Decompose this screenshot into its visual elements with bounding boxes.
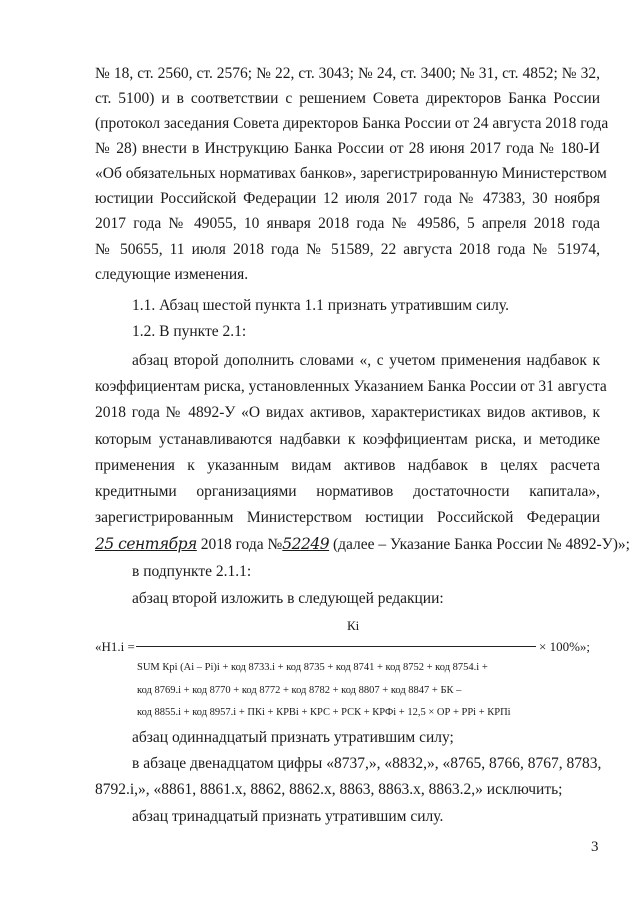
formula-denominator: код 8769.i + код 8770 + код 8772 + код 8782 + код 8807 + код 8847 + БК – [137,685,462,696]
text-line: 1.1. Абзац шестой пункта 1.1 признать утратившим силу. [132,297,509,314]
text-line: абзац второй изложить в следующей редакции: [132,590,444,607]
handwritten-date: 25 сентября [95,535,197,553]
text-line: в подпункте 2.1.1: [132,563,252,580]
handwritten-line [95,534,630,555]
formula-numerator: Кi [347,618,360,633]
text-line: в абзаце двенадцатом цифры «8737,», «8832,», «8765, 8766, 8767, 8783, [132,755,602,772]
formula-denominator: код 8855.i + код 8957.i + ПКi + КРВi + КРС + РСК + КРФi + 12,5 × ОР + РРi + КРПi [137,707,511,718]
text-line: № 50655, 11 июля 2018 года № 51589, 22 августа 2018 года № 51974, [95,241,600,258]
formula-denominator: SUM Крi (Аi – Рi)i + код 8733.i + код 8735 + код 8741 + код 8752 + код 8754.i + [137,662,488,673]
text-line: ст. 5100) и в соответствии с решением Совета директоров Банка России [95,90,600,107]
text-line: следующие изменения. [95,266,249,283]
text-line: 1.2. В пункте 2.1: [132,323,247,340]
formula-rhs: × 100%»; [539,639,591,654]
text-line: юстиции Российской Федерации 12 июля 2017 года № 47383, 30 ноября [95,190,600,207]
page-number: 3 [591,839,599,855]
text-line: абзац второй дополнить словами «, с учетом применения надбавок к [132,352,600,369]
text-line: № 18, ст. 2560, ст. 2576; № 22, ст. 3043; № 24, ст. 3400; № 31, ст. 4852; № 32, [95,65,600,82]
text-line: «Об обязательных нормативах банков», зарегистрированную Министерством [95,165,607,182]
text-segment: (далее – Указание Банка России № 4892-У)»; [329,536,630,553]
text-line: зарегистрированным Министерством юстиции Российской Федерации [95,509,600,526]
text-line: 2018 года № 4892-У «О видах активов, характеристиках видов активов, к [95,404,600,421]
text-segment: 2018 года № [196,536,283,553]
text-line: 8792.i,», «8861, 8861.x, 8862, 8862.x, 8863, 8863.x, 8863.2,» исключить; [95,781,563,798]
fraction-bar [136,646,536,647]
text-line: 2017 года № 49055, 10 января 2018 года № 49586, 5 апреля 2018 года [95,215,600,232]
text-line: № 28) внести в Инструкцию Банка России от 28 июня 2017 года № 180-И [95,140,600,157]
text-line: (протокол заседания Совета директоров Банка России от 24 августа 2018 года [95,115,609,132]
text-line: применения к указанным видам активов надбавок в целях расчета [95,457,600,474]
text-line: абзац тринадцатый признать утратившим силу. [132,808,444,825]
text-line: которым устанавливаются надбавки к коэффициентам риска, и методике [95,431,600,448]
handwritten-number: 52249 [282,535,330,553]
text-line: абзац одиннадцатый признать утратившим силу; [132,729,454,746]
formula-lhs: «Н1.i = [95,639,135,654]
text-line: коэффициентам риска, установленных Указанием Банка России от 31 августа [95,378,607,395]
text-line: кредитными организациями нормативов достаточности капитала», [95,483,600,500]
